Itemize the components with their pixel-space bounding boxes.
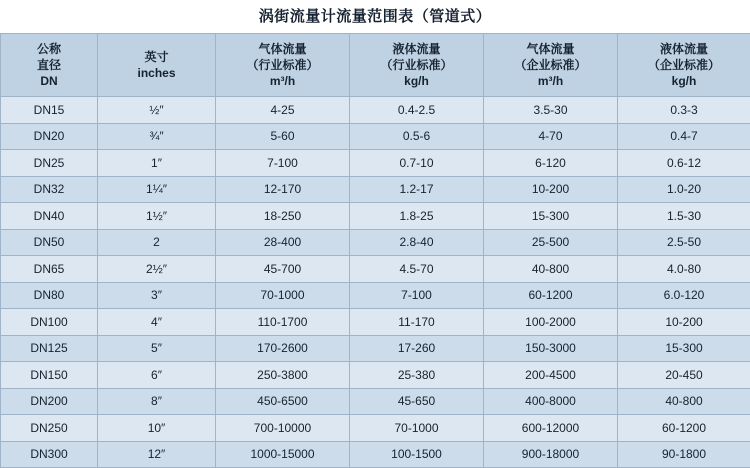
cell-inches: 12″ (98, 441, 216, 468)
cell-liquid-enterprise: 15-300 (618, 335, 750, 362)
cell-nominal-diameter: DN65 (1, 256, 98, 283)
cell-gas-enterprise: 100-2000 (484, 309, 618, 336)
cell-liquid-enterprise: 60-1200 (618, 415, 750, 442)
cell-liquid-enterprise: 4.0-80 (618, 256, 750, 283)
table-row (1, 362, 750, 389)
table-row (1, 97, 750, 124)
cell-nominal-diameter: DN200 (1, 388, 98, 415)
cell-gas-enterprise: 40-800 (484, 256, 618, 283)
cell-liquid-industry: 4.5-70 (350, 256, 484, 283)
cell-gas-enterprise: 10-200 (484, 176, 618, 203)
flow-range-table (0, 33, 750, 468)
cell-nominal-diameter: DN15 (1, 97, 98, 124)
cell-inches: 1″ (98, 150, 216, 177)
table-row (1, 229, 750, 256)
column-header-liquid-flow-industry (350, 34, 484, 97)
header-line-3: m³/h (216, 73, 349, 89)
cell-nominal-diameter: DN300 (1, 441, 98, 468)
header-line-1: 气体流量 (484, 41, 617, 57)
cell-gas-industry: 4-25 (216, 97, 350, 124)
cell-inches: ½″ (98, 97, 216, 124)
cell-gas-industry: 28-400 (216, 229, 350, 256)
cell-liquid-enterprise: 20-450 (618, 362, 750, 389)
table-row (1, 123, 750, 150)
cell-gas-enterprise: 150-3000 (484, 335, 618, 362)
header-line-1: 英寸 (98, 49, 215, 65)
cell-nominal-diameter: DN32 (1, 176, 98, 203)
cell-gas-enterprise: 200-4500 (484, 362, 618, 389)
table-body (1, 97, 750, 468)
table-row (1, 150, 750, 177)
page-title: 涡街流量计流量范围表（管道式） (0, 0, 750, 33)
cell-nominal-diameter: DN250 (1, 415, 98, 442)
header-line-1: 液体流量 (350, 41, 483, 57)
table-row (1, 415, 750, 442)
cell-inches: 6″ (98, 362, 216, 389)
cell-gas-industry: 450-6500 (216, 388, 350, 415)
table-header-row (1, 34, 750, 97)
cell-gas-industry: 1000-15000 (216, 441, 350, 468)
cell-gas-enterprise: 60-1200 (484, 282, 618, 309)
cell-liquid-enterprise: 0.4-7 (618, 123, 750, 150)
cell-liquid-enterprise: 10-200 (618, 309, 750, 336)
header-line-2: 直径 (1, 57, 97, 73)
cell-nominal-diameter: DN20 (1, 123, 98, 150)
cell-gas-enterprise: 3.5-30 (484, 97, 618, 124)
header-line-1: 液体流量 (618, 41, 750, 57)
column-header-liquid-flow-enterprise (618, 34, 750, 97)
cell-liquid-enterprise: 90-1800 (618, 441, 750, 468)
cell-liquid-industry: 2.8-40 (350, 229, 484, 256)
column-header-nominal-diameter (1, 34, 98, 97)
cell-nominal-diameter: DN100 (1, 309, 98, 336)
cell-liquid-industry: 45-650 (350, 388, 484, 415)
column-header-gas-flow-industry (216, 34, 350, 97)
header-line-2: （企业标准） (484, 57, 617, 73)
table-row (1, 388, 750, 415)
cell-gas-enterprise: 15-300 (484, 203, 618, 230)
table-row (1, 256, 750, 283)
table-row (1, 203, 750, 230)
cell-gas-enterprise: 6-120 (484, 150, 618, 177)
table-row (1, 282, 750, 309)
cell-liquid-enterprise: 0.6-12 (618, 150, 750, 177)
header-line-3: m³/h (484, 73, 617, 89)
cell-liquid-industry: 17-260 (350, 335, 484, 362)
header-line-1: 公称 (1, 41, 97, 57)
cell-gas-industry: 45-700 (216, 256, 350, 283)
cell-liquid-industry: 100-1500 (350, 441, 484, 468)
header-line-3: inches (98, 65, 215, 81)
cell-nominal-diameter: DN125 (1, 335, 98, 362)
table-row (1, 335, 750, 362)
cell-gas-industry: 110-1700 (216, 309, 350, 336)
header-line-2: （企业标准） (618, 57, 750, 73)
cell-liquid-industry: 7-100 (350, 282, 484, 309)
cell-gas-enterprise: 900-18000 (484, 441, 618, 468)
cell-inches: 2½″ (98, 256, 216, 283)
cell-inches: 1½″ (98, 203, 216, 230)
cell-liquid-industry: 11-170 (350, 309, 484, 336)
column-header-inches (98, 34, 216, 97)
cell-gas-enterprise: 400-8000 (484, 388, 618, 415)
cell-inches: 10″ (98, 415, 216, 442)
cell-inches: 8″ (98, 388, 216, 415)
header-line-3: DN (1, 73, 97, 89)
header-line-2: （行业标准） (216, 57, 349, 73)
cell-liquid-industry: 1.8-25 (350, 203, 484, 230)
cell-liquid-enterprise: 40-800 (618, 388, 750, 415)
cell-gas-industry: 700-10000 (216, 415, 350, 442)
cell-liquid-industry: 0.5-6 (350, 123, 484, 150)
cell-liquid-enterprise: 1.5-30 (618, 203, 750, 230)
cell-liquid-enterprise: 1.0-20 (618, 176, 750, 203)
cell-nominal-diameter: DN40 (1, 203, 98, 230)
cell-liquid-industry: 0.4-2.5 (350, 97, 484, 124)
cell-liquid-industry: 1.2-17 (350, 176, 484, 203)
cell-inches: ¾″ (98, 123, 216, 150)
cell-gas-industry: 70-1000 (216, 282, 350, 309)
cell-gas-industry: 5-60 (216, 123, 350, 150)
cell-nominal-diameter: DN50 (1, 229, 98, 256)
column-header-gas-flow-enterprise (484, 34, 618, 97)
header-line-1: 气体流量 (216, 41, 349, 57)
header-line-3: kg/h (350, 73, 483, 89)
cell-gas-enterprise: 600-12000 (484, 415, 618, 442)
cell-gas-industry: 7-100 (216, 150, 350, 177)
cell-liquid-industry: 25-380 (350, 362, 484, 389)
cell-gas-enterprise: 25-500 (484, 229, 618, 256)
cell-gas-industry: 12-170 (216, 176, 350, 203)
cell-gas-industry: 170-2600 (216, 335, 350, 362)
cell-nominal-diameter: DN25 (1, 150, 98, 177)
table-row (1, 309, 750, 336)
cell-liquid-industry: 0.7-10 (350, 150, 484, 177)
header-line-3: kg/h (618, 73, 750, 89)
cell-gas-industry: 18-250 (216, 203, 350, 230)
cell-inches: 1¼″ (98, 176, 216, 203)
cell-inches: 3″ (98, 282, 216, 309)
cell-nominal-diameter: DN150 (1, 362, 98, 389)
table-row (1, 176, 750, 203)
cell-inches: 2 (98, 229, 216, 256)
header-line-2: （行业标准） (350, 57, 483, 73)
cell-gas-industry: 250-3800 (216, 362, 350, 389)
table-header (1, 34, 750, 97)
cell-inches: 5″ (98, 335, 216, 362)
cell-liquid-enterprise: 2.5-50 (618, 229, 750, 256)
cell-nominal-diameter: DN80 (1, 282, 98, 309)
cell-inches: 4″ (98, 309, 216, 336)
cell-gas-enterprise: 4-70 (484, 123, 618, 150)
cell-liquid-industry: 70-1000 (350, 415, 484, 442)
cell-liquid-enterprise: 6.0-120 (618, 282, 750, 309)
cell-liquid-enterprise: 0.3-3 (618, 97, 750, 124)
